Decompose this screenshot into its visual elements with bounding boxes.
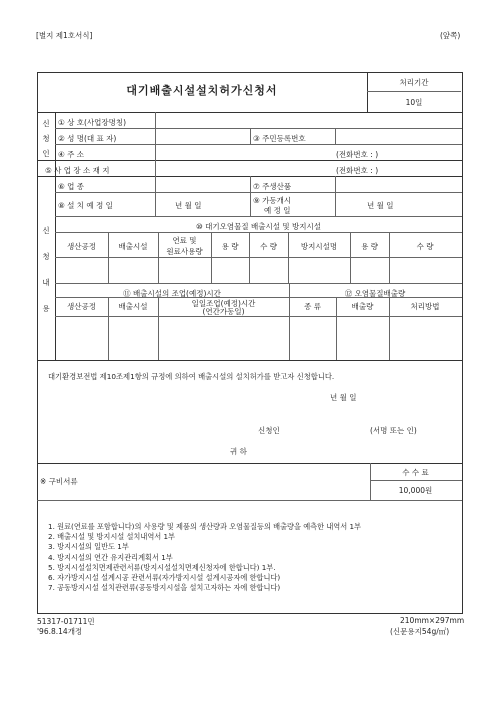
col-process: 생산공정 xyxy=(67,242,96,251)
applicant-section-label: 신청인 xyxy=(42,119,50,158)
revision-date: '96.8.14개정 xyxy=(37,627,83,636)
applicant-signature-label: 신청인 xyxy=(258,426,280,435)
operation-start-label: ⑨ 가동개시 xyxy=(253,196,292,205)
form-code: 51317-01711민 xyxy=(37,617,95,626)
main-product-field[interactable] xyxy=(336,177,461,191)
list-item: 4. 방지시설의 연간 유지관리계획서 1부 xyxy=(48,552,173,562)
col-emission: 배출시설 xyxy=(118,242,148,251)
address-field[interactable] xyxy=(156,145,336,159)
operating-table-row[interactable] xyxy=(56,317,461,359)
processing-period-value: 10일 xyxy=(405,98,423,107)
address-phone: (전화번호 : ) xyxy=(336,150,379,159)
company-name-label: ① 상 호(사업장명칭) xyxy=(58,118,127,127)
processing-period-label: 처리기간 xyxy=(399,78,429,87)
site-phone: (전화번호 : ) xyxy=(336,166,379,175)
install-date-label: ⑧ 설 치 예 정 일 xyxy=(58,201,113,210)
list-item: 2. 배출시설 및 방지시설 설치내역서 1부 xyxy=(48,532,176,542)
operation-start-label-2: 예 정 일 xyxy=(264,206,291,215)
operation-start-date-field[interactable]: 년 월 일 xyxy=(367,201,394,210)
facility-table-row[interactable] xyxy=(56,258,461,282)
required-documents-label: ※ 구비서류 xyxy=(40,477,78,486)
representative-field[interactable] xyxy=(156,129,249,143)
paper-type: (신문용지54g/㎡) xyxy=(390,627,450,636)
resident-number-label: ③ 주민등록번호 xyxy=(253,134,306,143)
col-fuel-1: 연료 및 xyxy=(172,236,197,245)
op-col-process: 생산공정 xyxy=(67,302,96,311)
col-quantity: 수 량 xyxy=(260,242,277,251)
col-prevention-facility: 방지시설명 xyxy=(300,242,338,251)
address-label: ④ 주 소 xyxy=(58,150,84,159)
main-product-label: ⑦ 주생산품 xyxy=(253,182,292,191)
list-item: 3. 방지시설의 일반도 1부 xyxy=(48,542,129,552)
list-item: 5. 방지시설설치면제관련서류(방지시설설치면제신청자에 한합니다) 1부. xyxy=(48,562,276,572)
site-location-label: ⑤ 사 업 장 소 재 지 xyxy=(45,166,110,175)
company-name-field[interactable] xyxy=(156,113,461,127)
op-col-hours: 일일조업(예정)시간 xyxy=(191,299,256,308)
col-quantity-2: 수 량 xyxy=(416,242,434,251)
paper-size: 210mm×297mm xyxy=(400,616,465,625)
resident-number-field[interactable] xyxy=(336,129,461,143)
form-number: [별지 제1호서식] xyxy=(36,31,93,40)
application-statement: 대기환경보전법 제10조제1항의 규정에 의하여 배출시설의 설치허가를 받고자 신청합니다. xyxy=(48,372,335,381)
site-location-field[interactable] xyxy=(156,161,336,175)
application-section-label: 신청내용 xyxy=(42,226,50,313)
pollutant-emission-title: ⑫ 오염물질배출량 xyxy=(344,289,406,298)
addressee: 귀 하 xyxy=(230,447,247,456)
op-col-emission: 배출시설 xyxy=(118,302,148,311)
fee-label: 수 수 료 xyxy=(402,468,429,477)
waste-col-amount: 배출량 xyxy=(351,302,374,311)
fee-value: 10,000원 xyxy=(398,486,433,495)
list-item: 6. 자가방지시설 설계시공 관련서류(자가방지시설 설계시공자에 한합니다) xyxy=(48,573,281,583)
waste-col-method: 처리방법 xyxy=(410,302,440,311)
install-date-field[interactable]: 년 월 일 xyxy=(175,201,202,210)
list-item: 1. 원료(연료를 포함합니다)의 사용량 및 제품의 생산량과 오염물질등의 배출량을 예측한 내역서 1부 xyxy=(48,522,361,531)
business-type-label: ⑥ 업 종 xyxy=(58,182,84,191)
signature-or-seal[interactable]: (서명 또는 인) xyxy=(370,426,417,435)
requirements-list xyxy=(48,522,361,593)
business-type-field[interactable] xyxy=(156,177,249,191)
page-side: (앞쪽) xyxy=(440,31,461,40)
col-capacity: 용 량 xyxy=(221,242,239,251)
col-capacity-2: 용 량 xyxy=(361,242,378,251)
op-col-annual-days: (연간가동일) xyxy=(202,307,245,316)
waste-col-type: 종 류 xyxy=(304,302,321,311)
representative-label: ② 성 명(대 표 자) xyxy=(58,134,117,143)
list-item: 7. 공동방지시설 설치관련류(공동방지시설을 설치고자하는 자에 한합니다) xyxy=(48,583,281,593)
col-fuel-2: 원료사용량 xyxy=(166,247,203,256)
form-title: 대기배출시설설치허가신청서 xyxy=(126,84,278,97)
operating-hours-title: ⑪ 배출시설의 조업(예정)시간 xyxy=(123,289,221,298)
application-date[interactable]: 년 월 일 xyxy=(330,393,357,402)
facility-table-title: ⑩ 대기오염물질 배출시설 및 방지시설 xyxy=(196,222,321,231)
